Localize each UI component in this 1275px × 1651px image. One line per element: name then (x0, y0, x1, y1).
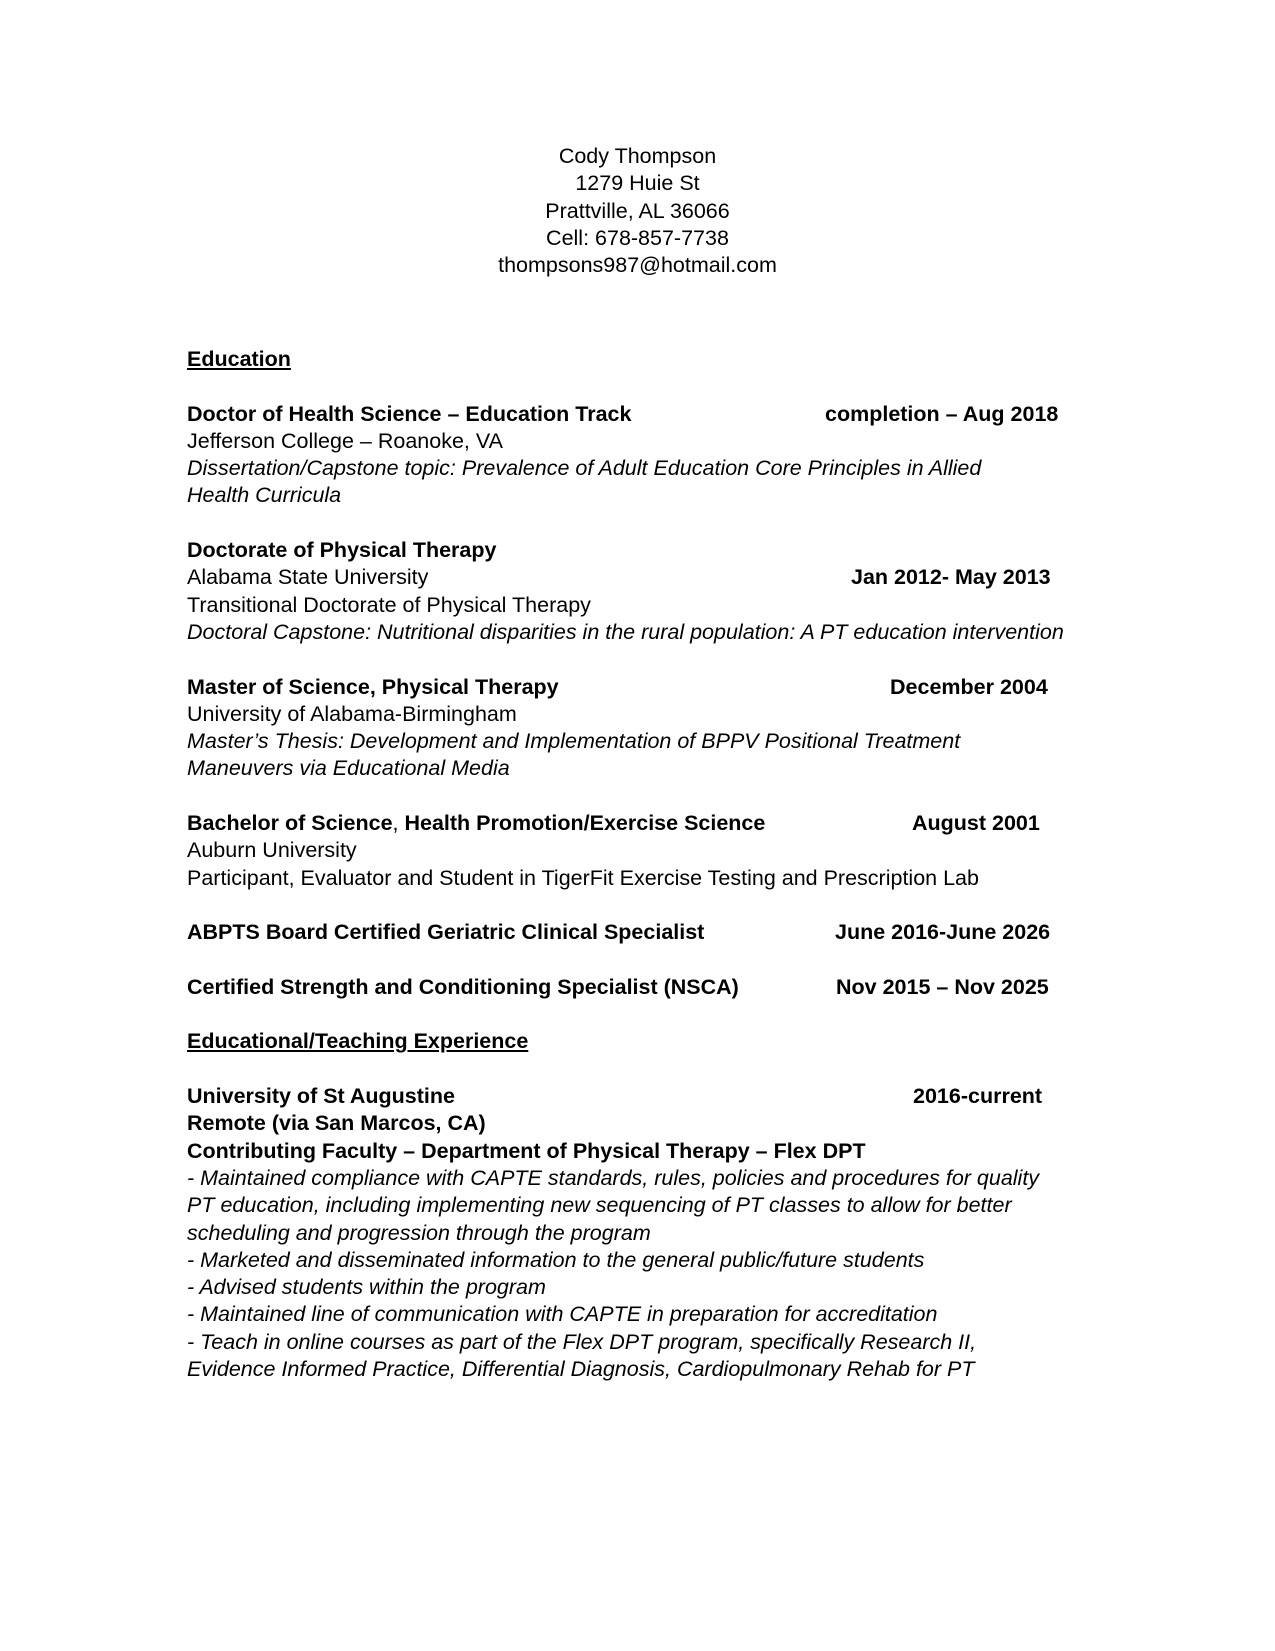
education-entry (187, 537, 1087, 646)
education-heading: Education (187, 347, 291, 371)
duty-bullet: - Maintained line of communication with CAPTE in preparation for accreditation (187, 1302, 938, 1327)
institution: Jefferson College – Roanoke, VA (187, 428, 503, 453)
duty-bullet: - Teach in online courses as part of the Flex DPT program, specifically Research II, Evidence Informed Practice, Differential Diagnosis, Cardiopulmonary Rehab for PT (187, 1329, 977, 1381)
employment-date: 2016-current (913, 1084, 1043, 1109)
contact-city: Prattville, AL 36066 (545, 198, 730, 223)
employer-name: University of St Augustine (187, 1084, 455, 1109)
contact-cell: Cell: 678-857-7738 (546, 225, 729, 250)
degree-title: Master of Science, Physical Therapy (187, 674, 559, 699)
certification-title: Certified Strength and Conditioning Specialist (NSCA) (187, 974, 739, 999)
contact-email: thompsons987@hotmail.com (498, 253, 777, 278)
degree-date: completion – Aug 2018 (825, 401, 1059, 426)
employment-location: Remote (via San Marcos, CA) (187, 1111, 486, 1136)
degree-title: Doctorate of Physical Therapy (187, 538, 497, 563)
contact-header (0, 143, 1275, 279)
institution: University of Alabama-Birmingham (187, 701, 517, 726)
program-name: Transitional Doctorate of Physical Therapy (187, 592, 591, 617)
resume-body (187, 346, 1087, 1383)
contact-street: 1279 Huie St (575, 171, 700, 196)
degree-date: Jan 2012- May 2013 (851, 565, 1051, 590)
certification-date: Nov 2015 – Nov 2025 (836, 974, 1049, 999)
degree-title: Doctor of Health Science – Education Track (187, 401, 632, 426)
teaching-heading: Educational/Teaching Experience (187, 1029, 529, 1054)
institution: Alabama State University (187, 565, 429, 590)
duty-bullet: - Maintained compliance with CAPTE standards, rules, policies and procedures for quality PT education, including implementing new sequencing of PT classes to allow for better scheduling and progression through the program (187, 1165, 1040, 1245)
certification-date: June 2016-June 2026 (835, 920, 1051, 945)
thesis-topic: Master’s Thesis: Development and Implementation of BPPV Positional Treatment Maneuvers via Educational Media (187, 729, 961, 781)
duty-bullet: - Advised students within the program (187, 1275, 546, 1300)
degree-title-part1: Bachelor of Science (187, 811, 393, 836)
degree-date: August 2001 (912, 811, 1040, 836)
contact-name: Cody Thompson (558, 144, 717, 168)
education-entry (187, 810, 1087, 892)
education-entry (187, 401, 1087, 510)
duty-bullet: - Marketed and disseminated information to the general public/future students (187, 1247, 925, 1272)
certification-entry (187, 974, 1087, 1001)
degree-date: December 2004 (890, 674, 1048, 699)
degree-title-part2: Health Promotion/Exercise Science (404, 811, 766, 836)
institution: Auburn University (187, 838, 357, 863)
lab-detail: Participant, Evaluator and Student in TigerFit Exercise Testing and Prescription Lab (187, 865, 979, 890)
job-role: Contributing Faculty – Department of Physical Therapy – Flex DPT (187, 1138, 866, 1163)
capstone-topic: Doctoral Capstone: Nutritional disparities in the rural population: A PT education intervention (187, 619, 1064, 644)
certification-title: ABPTS Board Certified Geriatric Clinical Specialist (187, 920, 705, 945)
certification-entry (187, 919, 1087, 946)
dissertation-topic: Dissertation/Capstone topic: Prevalence of Adult Education Core Principles in Allied Health Curricula (187, 456, 982, 508)
teaching-entry (187, 1083, 1087, 1383)
education-entry (187, 674, 1087, 783)
degree-title-separator: , (392, 811, 405, 836)
